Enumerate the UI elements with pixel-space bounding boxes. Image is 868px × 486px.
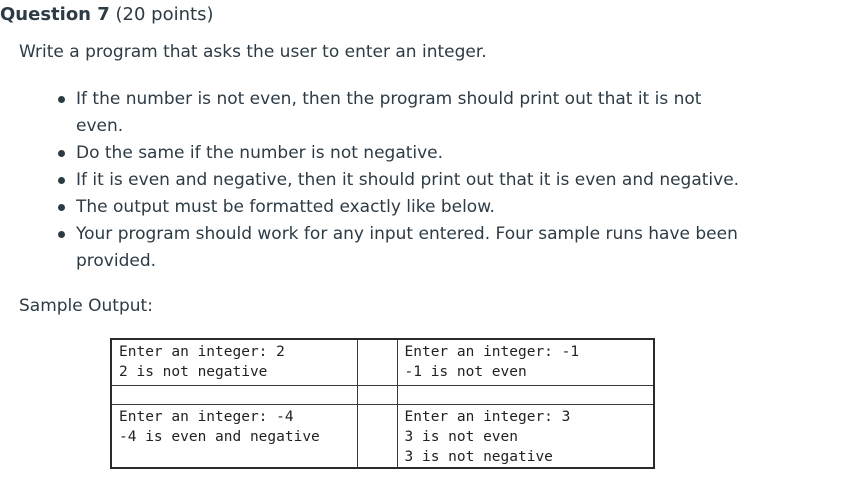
sample-output-label: Sample Output: bbox=[19, 296, 153, 316]
sample-run-4 bbox=[397, 404, 654, 468]
requirement-item: Your program should work for any input entered. Four sample runs have been provided. bbox=[76, 221, 746, 275]
requirements-list bbox=[76, 86, 746, 275]
sample-run-1 bbox=[111, 339, 357, 385]
question-title: Question 7 bbox=[0, 4, 110, 25]
requirement-item: If it is even and negative, then it should print out that it is even and negative. bbox=[76, 167, 746, 194]
sample-run-line: 3 is not negative bbox=[404, 448, 553, 465]
requirement-item: Do the same if the number is not negative. bbox=[76, 140, 746, 167]
sample-run-line: -1 is not even bbox=[404, 364, 527, 380]
sample-run-line: -4 is even and negative bbox=[119, 428, 320, 445]
table-spacer-cell bbox=[357, 385, 397, 404]
table-spacer-cell bbox=[397, 385, 654, 404]
table-spacer-cell bbox=[111, 385, 357, 404]
sample-run-2 bbox=[397, 339, 654, 385]
sample-run-line: 3 is not even bbox=[404, 428, 518, 445]
question-header bbox=[0, 3, 214, 27]
sample-run-line: Enter an integer: 2 bbox=[119, 344, 285, 360]
question-points: (20 points) bbox=[115, 4, 214, 25]
question-prompt: Write a program that asks the user to enter an integer. bbox=[19, 42, 487, 62]
sample-run-line: Enter an integer: 3 bbox=[404, 408, 571, 425]
sample-run-line: 2 is not negative bbox=[119, 364, 268, 380]
requirement-item: If the number is not even, then the program should print out that it is not even. bbox=[76, 86, 746, 140]
table-spacer-cell bbox=[357, 339, 397, 385]
sample-output-table bbox=[110, 338, 655, 469]
table-spacer-cell bbox=[357, 404, 397, 468]
requirement-item: The output must be formatted exactly like below. bbox=[76, 194, 746, 221]
sample-run-3 bbox=[111, 404, 357, 468]
sample-run-line: Enter an integer: -4 bbox=[119, 408, 294, 425]
sample-run-line: Enter an integer: -1 bbox=[404, 344, 580, 360]
